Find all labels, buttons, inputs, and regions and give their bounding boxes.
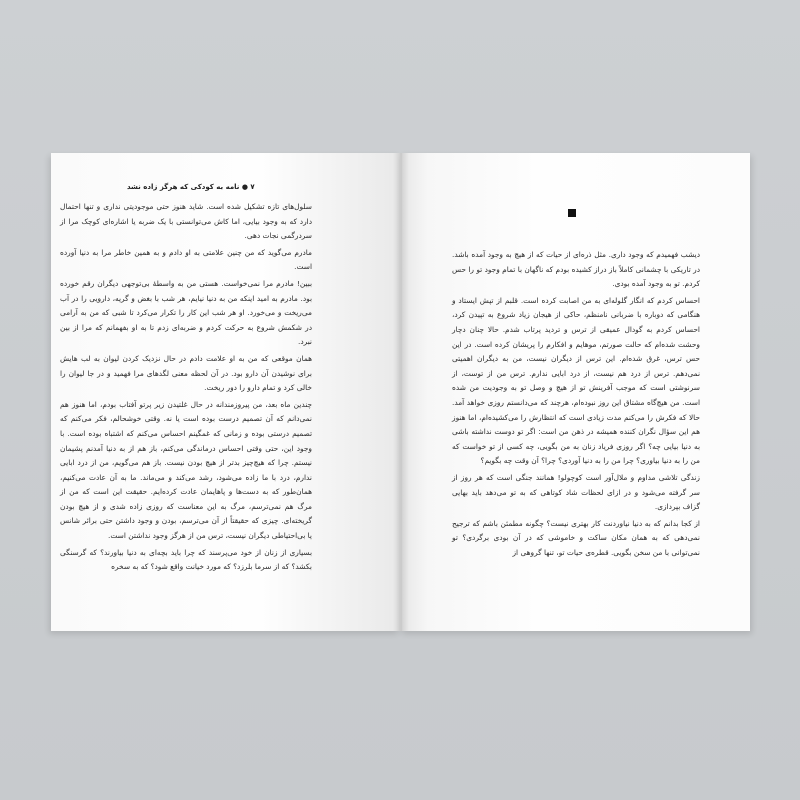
paragraph: چندین ماه بعد، من پیروزمندانه در حال غلتیدن زیر پرتو آفتاب بودم، اما هنوز هم نمی‌دانم که آن تصمیم درست بوده است یا نه. وقتی خوشحالم، فکر می‌کنم که تصمیم درستی بوده و زمانی که غمگینم احساس می‌کنم که اشتباه بوده است. با وجود این، حتی وقتی احساس درماندگی می‌کنم، باز هم از به دنیا آمدنم پشیمان نیستم. چرا که هیچ‌چیز بدتر از هیچ بودن نیست. باز هم می‌گویم، من از درد ابایی ندارم، درد با ما زاده می‌شود، رشد می‌کند و می‌ماند. ما به آن عادت می‌کنیم، همان‌طور که به دست‌ها و پاهایمان عادت کرده‌ایم. حقیقت این است که من از مرگ هم نمی‌ترسم، مرگ به این معناست که روزی زاده شدی و از هیچ بودن گریخته‌ای. چیزی که حقیقتاً از آن می‌ترسم، بودن و وجود داشتن حتی برائر شانس یا بی‌احتیاطی دیگران نیست، ترس من از هرگز وجود نداشتن است. (60, 399, 312, 541)
paragraph: از کجا بدانم که به دنیا نیاوردنت کار بهتری نیست؟ چگونه مطمئن باشم که ترجیح نمی‌دهی که به همان مکان ساکت و خاموشی که در آن بودی برگردی؟ تو نمی‌توانی با من سخن بگویی. قطره‌ی حیات تو، تنها گروهی از (452, 518, 700, 557)
paragraph: زندگی تلاشی مداوم و ملال‌آور است کوچولو! همانند جنگی است که هر روز از سر گرفته می‌شود و در ازای لحظات شاد کوتاهی که به تو می‌دهد باید بهایی گزاف بپردازی. (452, 472, 700, 512)
section-marker-square (568, 209, 576, 217)
paragraph: دیشب فهمیدم که وجود داری. مثل ذره‌ای از حیات که از هیچ به وجود آمده باشد. در تاریکی با چشمانی کاملاً باز دراز کشیده بودم که ناگهان با تمام وجود تو را حس کردم. تو به وجود آمده بودی. (452, 250, 700, 289)
left-page-text (60, 200, 312, 575)
paragraph: ببین! مادرم مرا نمی‌خواست. هستی من به واسطهٔ بی‌توجهی دیگران رقم خورده بود. مادرم به امید اینکه من به دنیا نیایم، هر شب با بغض و گریه، دارویی را در آب می‌ریخت و می‌خورد. او هر شب این کار را تکرار می‌کرد تا شبی که من به آرامی در شکمش شروع به حرکت کردم و ضربه‌ای زدم تا به او بفهمانم که مرا از بین نبرد. (60, 278, 312, 347)
paragraph: سلول‌های تازه تشکیل شده است. شاید هنوز حتی موجودیتی نداری و تنها احتمال دارد که به وجود بیایی، اما کاش می‌توانستی با یک ضربه یا اشاره‌ای کوچک مرا از سردرگمی نجات دهی. (60, 202, 312, 241)
open-book (51, 153, 750, 631)
left-page (51, 153, 400, 631)
paragraph: بسیاری از زنان از خود می‌پرسند که چرا باید بچه‌ای به دنیا بیاورند؟ که گرسنگی بکشد؟ که از سرما بلرزد؟ که مورد خیانت واقع شود؟ که به سخره (60, 547, 312, 572)
right-page (400, 153, 750, 631)
paragraph: مادرم می‌گوید که من چنین علامتی به او دادم و به همین خاطر مرا به دنیا آورده است. (60, 247, 312, 272)
right-page-text (452, 248, 700, 560)
paragraph: همان موقعی که من به او علامت دادم در حال نزدیک کردن لیوان به لب هایش برای نوشیدن آن دارو بود. در آن لحظه معنی لگدهای مرا فهمید و در جا لیوان را خالی کرد و تمام دارو را دور ریخت. (60, 353, 312, 393)
paragraph: احساس کردم که انگار گلوله‌ای به من اصابت کرده است. قلبم از تپش ایستاد و هنگامی که دوباره با ضربانی نامنظم، حاکی از هیجان زیاد شروع به تپیدن کرد، احساس کردم به گودال عمیقی از ترس و تردید پرتاب شدم. حالا چنان دچار وحشت شده‌ام که حالت صورتم، موهایم و افکارم را پریشان کرده است. در این حس ترس، غرق شده‌ام. این ترس از دیگران نیست، من به دیگران اهمیتی نمی‌دهم. ترس از درد هم نیست، از درد ابایی ندارم. ترس من از توست، از سرنوشتی است که موجب آفرینش تو از هیچ و وصل تو به وجودیت من شده است. من هیچ‌گاه مشتاق این روز نبوده‌ام، هرچند که می‌دانستم روزی خواهد آمد. حالا که فکرش را می‌کنم مدت زیادی است که انتظارش را می‌کشیده‌ام، اما هنوز هم این سؤال نگران کننده همیشه در ذهن من است: اگر تو دوست نداشته باشی به دنیا بیایی چه؟ اگر روزی فریاد زنان به من بگویی، چه کسی از تو خواست که من را به دنیا بیاوری؟ چرا من را به دنیا آوردی؟ چرا؟ آن وقت چه بگویم؟ (452, 295, 700, 466)
running-header: ۷ ● نامه به کودکی که هرگز زاده نشد (127, 183, 255, 191)
